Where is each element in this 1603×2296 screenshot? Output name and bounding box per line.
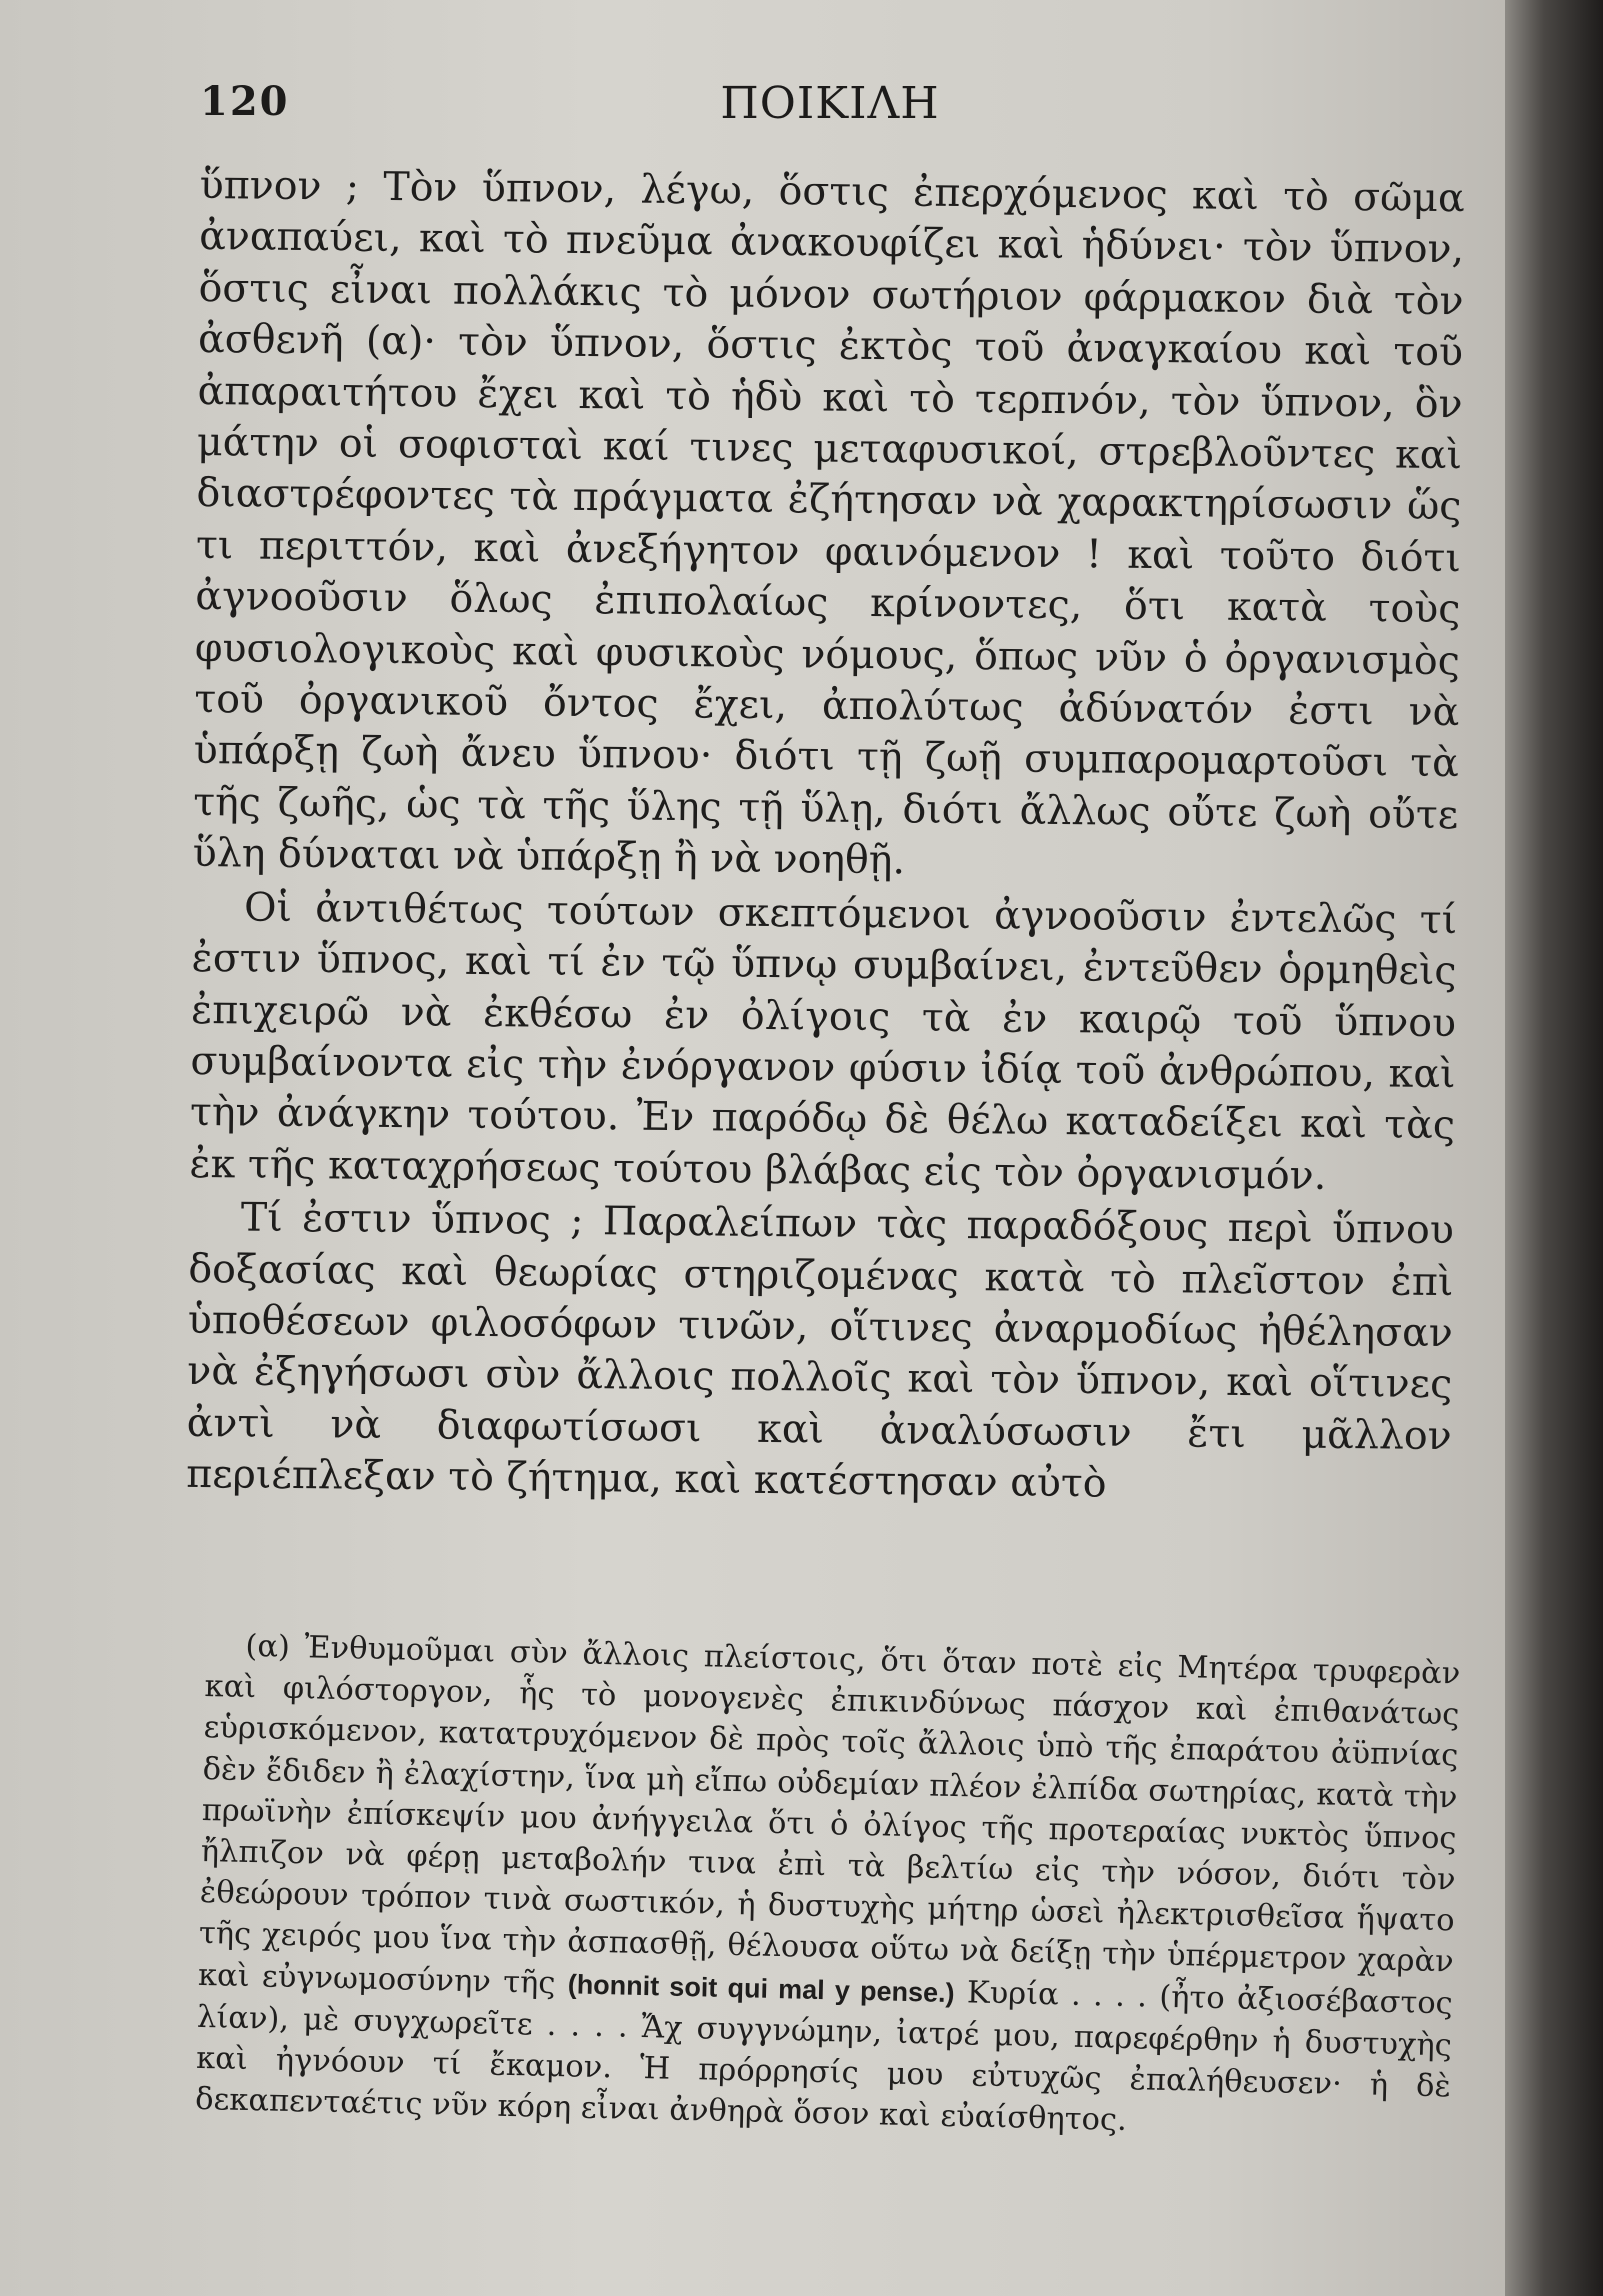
main-text — [186, 160, 1465, 1514]
paragraph-2: Οἱ ἀντιθέτως τούτων σκεπτόμενοι ἀγνοοῦσιν ἐντελῶς τί ἐστιν ὕπνος, καὶ τί ἐν τῷ ὕπνῳ συμβαίνει, ἐντεῦθεν ὁρμηθεὶς ἐπιχειρῶ νὰ ἐκθέσω ἐν ὀλίγοις τὰ ἐν καιρῷ τοῦ ὕπνου συμβαίνοντα εἰς τὴν ἐνόργανον φύσιν ἰδίᾳ τοῦ ἀνθρώπου, καὶ τὴν ἀνάγκην τούτου. Ἐν παρόδῳ δὲ θέλω καταδείξει καὶ τὰς ἐκ τῆς καταχρήσεως τούτου βλάβας εἰς τὸν ὀργανισμόν. — [189, 884, 1458, 1199]
page-header — [200, 78, 1460, 138]
paragraph-1: ὕπνον ; Τὸν ὕπνον, λέγω, ὅστις ἐπερχόμενος καὶ τὸ σῶμα ἀναπαύει, καὶ τὸ πνεῦμα ἀνακουφίζει καὶ ἡδύνει· τὸν ὕπνον, ὅστις εἶναι πολλάκις τὸ μόνον σωτήριον φάρμακον διὰ τὸν ἀσθενῆ (α)· τὸν ὕπνον, ὅστις ἐκτὸς τοῦ ἀναγκαίου καὶ τοῦ ἀπαραιτήτου ἔχει καὶ τὸ ἡδὺ καὶ τὸ τερπνόν, τὸν ὕπνον, ὃν μάτην οἱ σοφισταὶ καί τινες μεταφυσικοί, στρεβλοῦντες καὶ διαστρέφοντες τὰ πράγματα ἐζήτησαν νὰ χαρακτηρίσωσιν ὥς τι περιττόν, καὶ ἀνεξήγητον φαινόμενον ! καὶ τοῦτο διότι ἀγνοοῦσιν ὅλως ἐπιπολαίως κρίνοντες, ὅτι κατὰ τοὺς φυσιολογικοὺς καὶ φυσικοὺς νόμους, ὅπως νῦν ὁ ὀργανισμὸς τοῦ ὀργανικοῦ ὄντος ἔχει, ἀπολύτως ἀδύνατόν ἐστι νὰ ὑπάρξῃ ζωὴ ἄνευ ὕπνου· διότι τῇ ζωῇ συμπαρομαρτοῦσι τὰ τῆς ζωῆς, ὡς τὰ τῆς ὕλης τῇ ὕλῃ, διότι ἄλλως οὔτε ζωὴ οὔτε ὕλη δύναται νὰ ὑπάρξῃ ἢ νὰ νοηθῇ. — [192, 161, 1465, 884]
book-spine-shadow — [1505, 0, 1603, 2296]
footnote — [195, 1625, 1461, 2149]
footnote-text-after: Κυρία . . . . (ἦτο ἀξιοσέβαστος λίαν), μὲ συγχωρεῖτε . . . . Ἄχ συγγνώμην, ἰατρέ μου, παρεφέρθην ἡ δυστυχὴς καὶ ἠγνόουν τί ἔκαμον. Ἡ πρόρρησίς μου εὐτυχῶς ἐπαλήθευσεν· ἡ δὲ δεκαπενταέτις νῦν κόρη εἶναι ἀνθηρὰ ὅσον καὶ εὐαίσθητος. — [194, 1974, 1454, 2139]
page-number: 120 — [200, 78, 290, 125]
footnote-text-before: (α) Ἐνθυμοῦμαι σὺν ἄλλοις πλείστοις, ὅτι ὅταν ποτὲ εἰς Μητέρα τρυφερὰν καὶ φιλόστοργον, ἧς τὸ μονογενὲς ἐπικινδύνως πάσχον καὶ ἐπιθανάτως εὑρισκόμενον, κατατρυχόμενον δὲ πρὸς τοῖς ἄλλοις ὑπὸ τῆς ἐπαράτου ἀϋπνίας δὲν ἔδιδεν ἢ ἐλαχίστην, ἵνα μὴ εἴπω οὐδεμίαν πλέον ἐλπίδα σωτηρίας, κατὰ τὴν πρωϊνὴν ἐπίσκεψίν μου ἀνήγγειλα ὅτι ὁ ὀλίγος τῆς προτεραίας νυκτὸς ὕπνος ἤλπιζον νὰ φέρῃ μεταβολήν τινα ἐπὶ τὰ βελτίω εἰς τὴν νόσον, διότι τὸν ἐθεώρουν τρόπον τινὰ σωστικόν, ἡ δυστυχὴς μήτηρ ὡσεὶ ἠλεκτρισθεῖσα ἥψατο τῆς χειρός μου ἵνα τὴν ἀσπασθῇ, θέλουσα οὕτω νὰ δείξῃ τὴν ὑπέρμετρον χαρὰν καὶ εὐγνωμοσύνην τῆς — [197, 1628, 1461, 2001]
footnote-latin-phrase: (honnit soit qui mal y pense.) — [567, 1968, 955, 2008]
paragraph-3: Τί ἐστιν ὕπνος ; Παραλείπων τὰς παραδόξους περὶ ὕπνου δοξασίας καὶ θεωρίας στηριζομένας κατὰ τὸ πλεῖστον ἐπὶ ὑποθέσεων φιλοσόφων τινῶν, οἵτινες ἀναρμοδίως ἠθέλησαν νὰ ἐξηγήσωσι σὺν ἄλλοις πολλοῖς καὶ τὸν ὕπνον, καὶ οἵτινες ἀντὶ νὰ διαφωτίσωσι καὶ ἀναλύσωσιν ἔτι μᾶλλον περιέπλεξαν τὸ ζήτημα, καὶ κατέστησαν αὐτὸ — [185, 1194, 1455, 1507]
running-title: ΠΟΙΚΙΛΗ — [720, 78, 940, 129]
